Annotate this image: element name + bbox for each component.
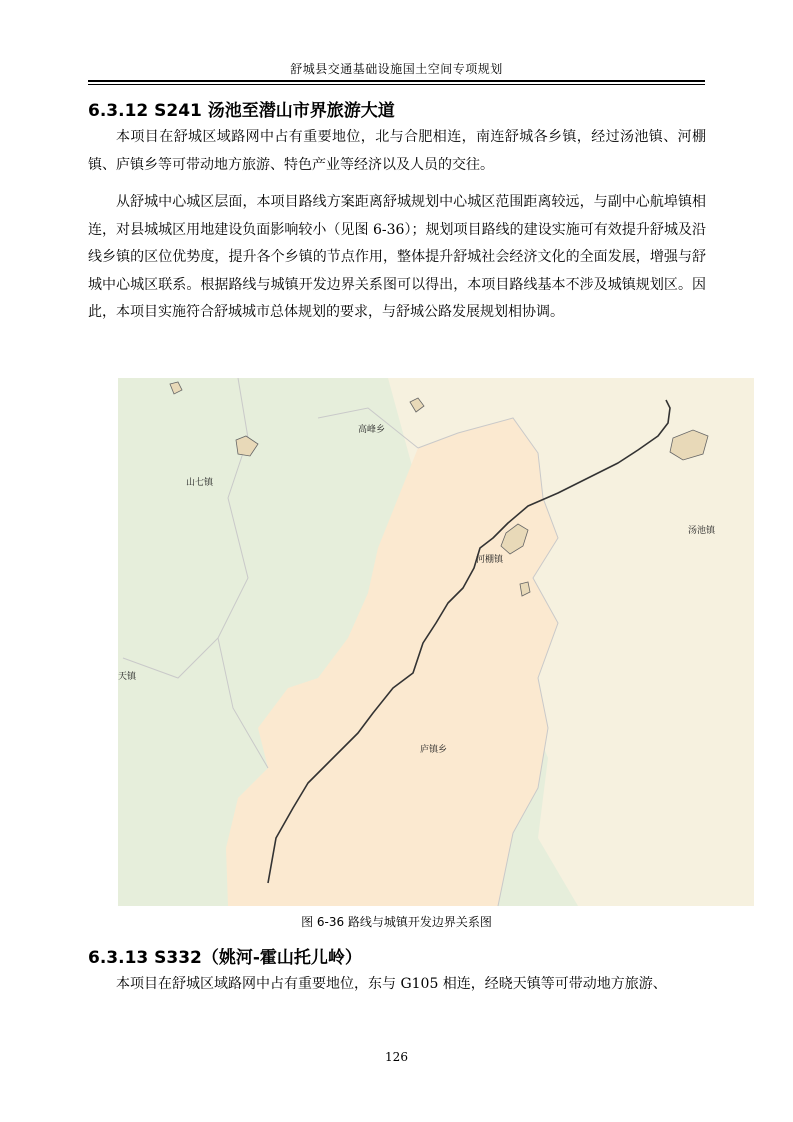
header-rule-thin — [88, 84, 705, 85]
header-rule — [88, 80, 705, 82]
map-label-hepeng: 河棚镇 — [476, 555, 504, 565]
map-label-luzhen: 庐镇乡 — [420, 745, 448, 755]
running-header: 舒城县交通基础设施国土空间专项规划 — [290, 62, 503, 76]
figure-caption: 图 6-36 路线与城镇开发边界关系图 — [301, 915, 492, 929]
map-label-xiaotian: 天镇 — [118, 672, 137, 682]
paragraph-s332-intro: 本项目在舒城区域路网中占有重要地位，东与 G105 相连，经晓天镇等可带动地方旅游、 — [116, 976, 667, 992]
section-heading-s241: 6.3.12 S241 汤池至潜山市界旅游大道 — [88, 101, 395, 121]
section-heading-s332: 6.3.13 S332（姚河-霍山托儿岭） — [88, 948, 362, 968]
map-label-gaofeng: 高峰乡 — [358, 425, 386, 435]
map-label-shanqi: 山七镇 — [186, 478, 214, 488]
paragraph-s241-analysis: 从舒城中心城区层面，本项目路线方案距离舒城规划中心城区范围距离较远，与副中心航埠镇相连，对县城城区用地建设负面影响较小（见图 6-36）；规划项目路线的建设实施可有效提升舒城及沿线乡镇的区位优势度，提升各个乡镇的节点作用，整体提升舒城社会经济文化的全面发展，增强与舒城中心城区联系。根据路线与城镇开发边界关系图可以得出，本项目路线基本不涉及城镇规划区。因此，本项目实施符合舒城城市总体规划的要求，与舒城公路发展规划相协调。 — [88, 194, 706, 320]
boundary-map — [118, 378, 754, 906]
paragraph-s241-intro: 本项目在舒城区域路网中占有重要地位，北与合肥相连，南连舒城各乡镇，经过汤池镇、河棚镇、庐镇乡等可带动地方旅游、特色产业等经济以及人员的交往。 — [88, 129, 706, 173]
map-label-tangchi: 汤池镇 — [688, 526, 716, 536]
page-number: 126 — [385, 1050, 408, 1064]
